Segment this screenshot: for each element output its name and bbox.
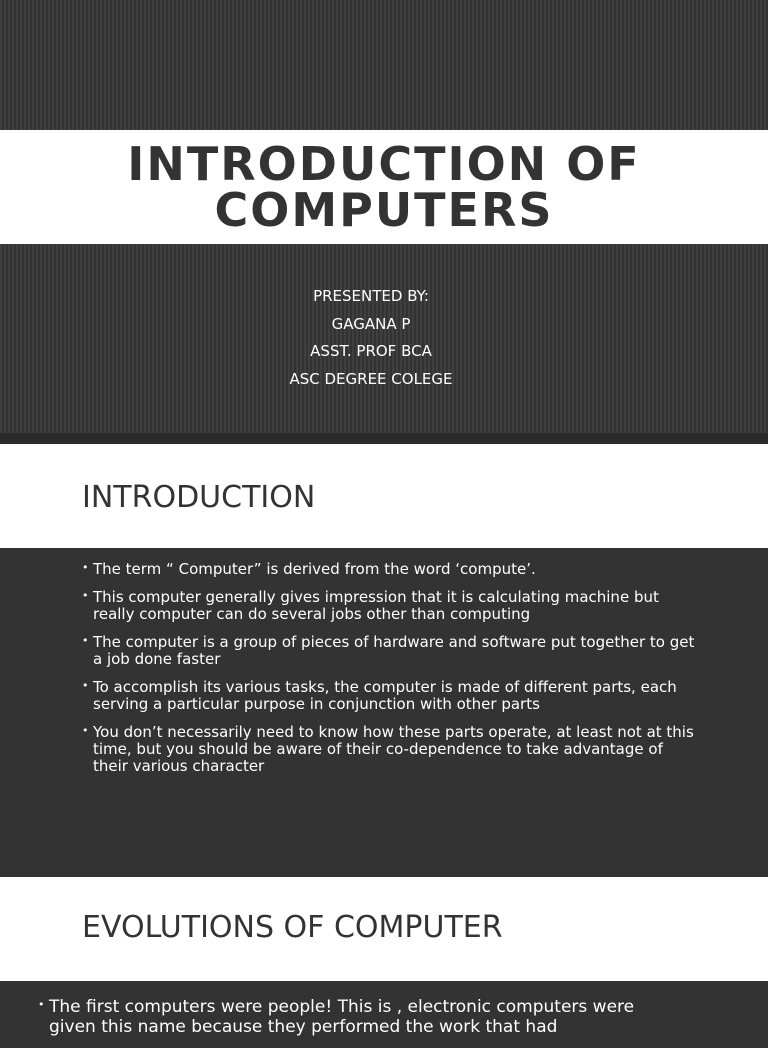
- bullet-list: [38, 997, 678, 1048]
- bullet-icon: •: [82, 589, 89, 602]
- bullet-icon: •: [38, 998, 45, 1011]
- evolutions-slide-body: [0, 981, 768, 1037]
- slide-heading: INTRODUCTION: [82, 480, 316, 515]
- bullet-text: To accomplish its various tasks, the computer is made of different parts, each serving a particular purpose in conjunction with other parts: [93, 678, 677, 713]
- presentation-title: INTRODUCTION OF COMPUTERS: [127, 137, 641, 237]
- title-slide: [0, 0, 768, 433]
- list-item: [38, 997, 678, 1037]
- bullet-icon: •: [82, 724, 89, 737]
- list-item: [82, 634, 702, 668]
- slide-separator: [0, 433, 768, 444]
- list-item: [82, 679, 702, 713]
- introduction-slide-header: [0, 444, 768, 548]
- list-item: [82, 724, 702, 775]
- list-item: [82, 589, 702, 623]
- bullet-text: The term “ Computer” is derived from the word ‘compute’.: [93, 560, 536, 578]
- presenter-college: ASC DEGREE COLEGE: [289, 369, 453, 388]
- bullet-text: The first computers were people! This is , electronic computers were given this name because they performed the work that had: [49, 997, 635, 1037]
- presenter-position: ASST. PROF BCA: [310, 342, 432, 360]
- presenter-info: [0, 284, 742, 394]
- bullet-text: You don’t necessarily need to know how these parts operate, at least not at this time, but you should be aware of their co-dependence to take advantage of their various character: [93, 723, 694, 775]
- presenter-label: PRESENTED BY:: [313, 287, 429, 305]
- presenter-name: GAGANA P: [331, 314, 411, 333]
- list-item: [82, 561, 702, 578]
- evolutions-slide-header: [0, 877, 768, 981]
- bullet-text: This computer generally gives impression that it is calculating machine but really computer can do several jobs other than computing: [93, 588, 659, 623]
- title-band: [0, 130, 768, 244]
- bullet-text: The computer is a group of pieces of hardware and software put together to get a job done faster: [93, 633, 695, 668]
- bullet-icon: •: [82, 561, 89, 574]
- introduction-slide-body: [0, 548, 768, 877]
- bullet-icon: •: [82, 634, 89, 647]
- bullet-list: [82, 561, 702, 786]
- bullet-icon: •: [82, 679, 89, 692]
- slide-heading: EVOLUTIONS OF COMPUTER: [82, 910, 503, 945]
